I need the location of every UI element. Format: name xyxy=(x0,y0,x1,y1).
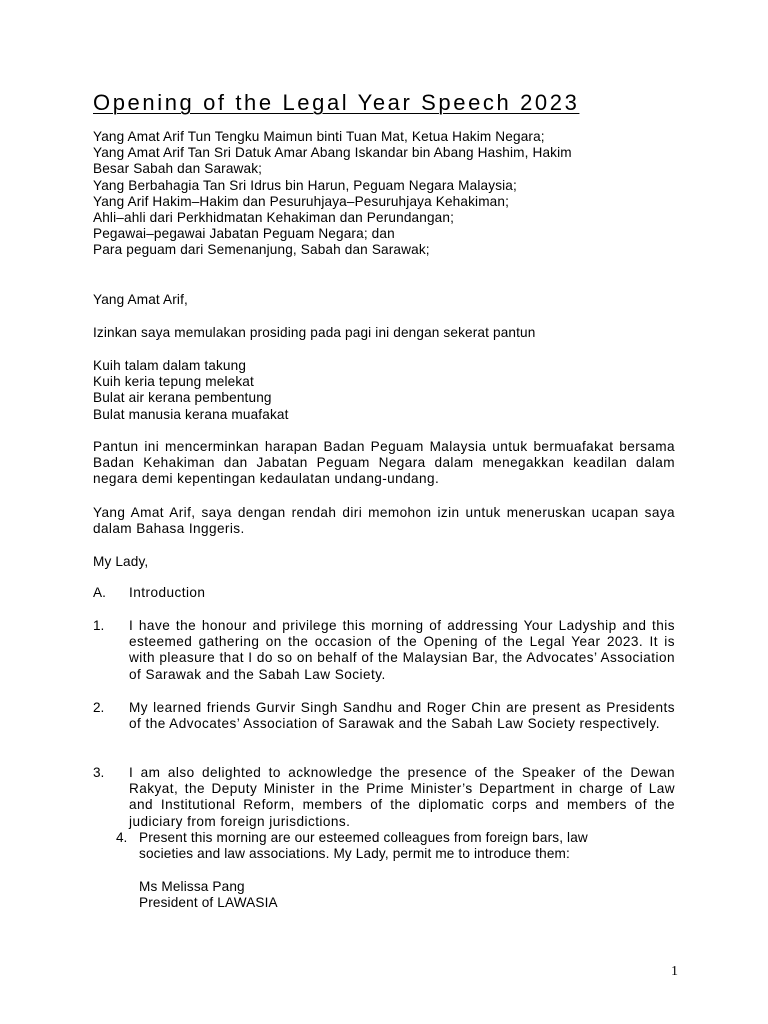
guest-role: President of LAWASIA xyxy=(139,895,278,911)
addressee-line: Yang Amat Arif Tan Sri Datuk Amar Abang Iskandar bin Abang Hashim, Hakim xyxy=(93,145,572,161)
addressee-list xyxy=(93,129,675,259)
guest-name: Ms Melissa Pang xyxy=(139,879,245,894)
paragraph-text: societies and law associations. My Lady, permit me to introduce them: xyxy=(139,846,570,861)
page-number: 1 xyxy=(671,964,678,979)
section-title: Introduction xyxy=(129,585,206,600)
pantun-line: Bulat manusia kerana muafakat xyxy=(93,406,289,422)
paragraph-text: I am also delighted to acknowledge the presence of the Speaker of the Dewan Rakyat, the Deputy Minister in the Prime Minister’s Department in charge of Law and Institutional Reform, members of the diplomatic corps and members of the judiciary from foreign jurisdictions. xyxy=(129,765,675,829)
pantun-line: Kuih keria tepung melekat xyxy=(93,374,254,390)
paragraph-text: I have the honour and privilege this morning of addressing Your Ladyship and this esteemed gathering on the occasion of the Opening of the Legal Year 2023. It is with pleasure that I do so on behalf of the Malaysian Bar, the Advocates’ Association of Sarawak and the Sabah Law Society. xyxy=(129,618,675,682)
salutation: My Lady, xyxy=(93,554,149,569)
paragraph-number: 1. xyxy=(93,618,105,633)
paragraph-number: 4. xyxy=(116,830,128,845)
page-title: Opening of the Legal Year Speech 2023 xyxy=(93,90,580,115)
pantun-verse xyxy=(93,358,675,423)
pantun-meaning-paragraph: Pantun ini mencerminkan harapan Badan Peguam Malaysia untuk bermuafakat bersama Badan Kehakiman dan Jabatan Peguam Negara dalam menegakkan keadilan dalam negara demi kepentingan kedaulatan undang-undang. xyxy=(93,439,675,487)
paragraph-number: 2. xyxy=(93,700,105,715)
pantun-line: Kuih talam dalam takung xyxy=(93,358,247,373)
paragraph-number: 3. xyxy=(93,765,105,780)
pantun-intro: Izinkan saya memulakan prosiding pada pagi ini dengan sekerat pantun xyxy=(93,325,536,340)
addressee-line: Yang Berbahagia Tan Sri Idrus bin Harun, Peguam Negara Malaysia; xyxy=(93,177,517,193)
pantun-line: Bulat air kerana pembentung xyxy=(93,390,272,406)
addressee-line: Para peguam dari Semenanjung, Sabah dan Sarawak; xyxy=(93,242,430,258)
addressee-line: Yang Amat Arif Tun Tengku Maimun binti Tuan Mat, Ketua Hakim Negara; xyxy=(93,129,545,144)
section-number: A. xyxy=(93,585,106,600)
salutation: Yang Amat Arif, xyxy=(93,292,188,307)
paragraph-text: My learned friends Gurvir Singh Sandhu and Roger Chin are present as Presidents of the Advocates’ Association of Sarawak and the Sabah Law Society respectively. xyxy=(129,700,675,732)
addressee-line: Yang Arif Hakim–Hakim dan Pesuruhjaya–Pesuruhjaya Kehakiman; xyxy=(93,193,510,209)
addressee-line: Besar Sabah dan Sarawak; xyxy=(93,161,263,177)
addressee-line: Ahli–ahli dari Perkhidmatan Kehakiman dan Perundangan; xyxy=(93,210,455,226)
guest-entry xyxy=(139,879,278,911)
paragraph-text: Present this morning are our esteemed colleagues from foreign bars, law xyxy=(139,830,588,845)
language-permission-paragraph: Yang Amat Arif, saya dengan rendah diri memohon izin untuk meneruskan ucapan saya dalam Bahasa Inggeris. xyxy=(93,505,675,537)
addressee-line: Pegawai–pegawai Jabatan Peguam Negara; dan xyxy=(93,226,395,242)
